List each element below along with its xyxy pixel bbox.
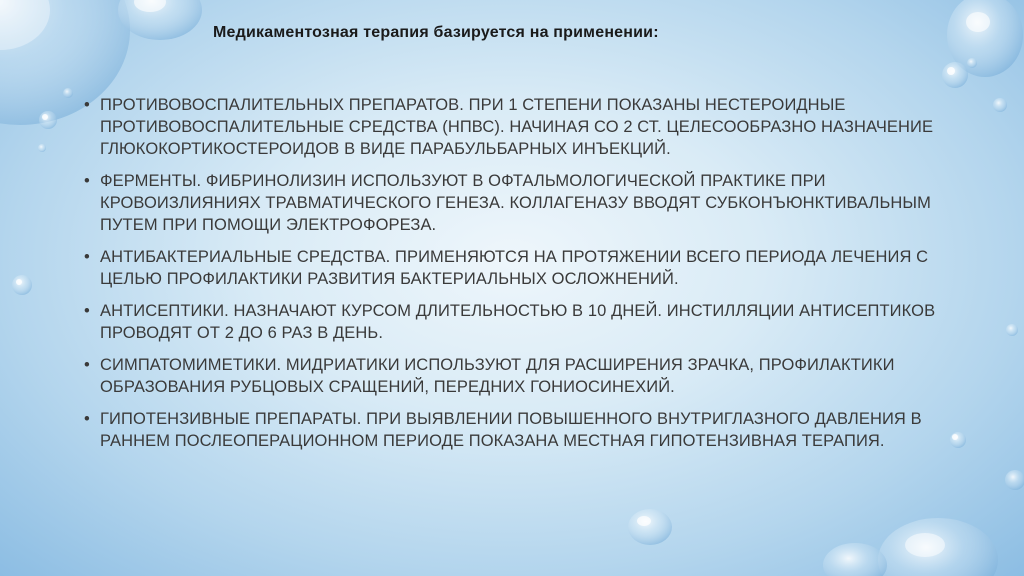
water-drop (942, 62, 968, 88)
list-item (84, 300, 964, 344)
list-item (84, 170, 964, 236)
list-item-text: СИМПАТОМИМЕТИКИ. МИДРИАТИКИ ИСПОЛЬЗУЮТ ДЛЯ РАСШИРЕНИЯ ЗРАЧКА, ПРОФИЛАКТИКИ ОБРАЗОВАНИЯ РУБЦОВЫХ СРАЩЕНИЙ, ПЕРЕДНИХ ГОНИОСИНЕХИЙ. (100, 356, 895, 396)
water-drop (118, 0, 202, 40)
bullet-icon: • (84, 172, 90, 190)
bullet-icon: • (84, 356, 90, 374)
water-drop (967, 58, 977, 68)
list-item-text: АНТИБАКТЕРИАЛЬНЫЕ СРЕДСТВА. ПРИМЕНЯЮТСЯ НА ПРОТЯЖЕНИИ ВСЕГО ПЕРИОДА ЛЕЧЕНИЯ С ЦЕЛЬЮ ПРОФИЛАКТИКИ РАЗВИТИЯ БАКТЕРИАЛЬНЫХ ОСЛОЖНЕНИЙ. (100, 248, 929, 288)
list-item (84, 408, 964, 452)
water-drop (823, 543, 887, 576)
bullet-list (84, 94, 964, 462)
water-drop (878, 518, 998, 576)
bullet-icon: • (84, 248, 90, 266)
list-item (84, 246, 964, 290)
water-drop (1005, 470, 1024, 490)
water-drop (1006, 324, 1018, 336)
list-item (84, 354, 964, 398)
list-item-text: ПРОТИВОВОСПАЛИТЕЛЬНЫХ ПРЕПАРАТОВ. ПРИ 1 СТЕПЕНИ ПОКАЗАНЫ НЕСТЕРОИДНЫЕ ПРОТИВОВОСПАЛИТЕЛЬНЫЕ СРЕДСТВА (НПВС). НАЧИНАЯ СО 2 СТ. ЦЕЛЕСООБРАЗНО НАЗНАЧЕНИЕ ГЛЮКОКОРТИКОСТЕРОИДОВ В ВИДЕ ПАРАБУЛЬБАРНЫХ ИНЪЕКЦИЙ. (100, 96, 934, 158)
bullet-icon: • (84, 410, 90, 428)
list-item (84, 94, 964, 160)
water-drop (39, 111, 57, 129)
water-drop (12, 275, 32, 295)
slide-title: Медикаментозная терапия базируется на применении: (213, 24, 659, 41)
bullet-icon: • (84, 302, 90, 320)
water-drop (63, 88, 73, 98)
list-item-text: АНТИСЕПТИКИ. НАЗНАЧАЮТ КУРСОМ ДЛИТЕЛЬНОСТЬЮ В 10 ДНЕЙ. ИНСТИЛЛЯЦИИ АНТИСЕПТИКОВ ПРОВОДЯТ ОТ 2 ДО 6 РАЗ В ДЕНЬ. (100, 302, 936, 342)
water-drop (628, 509, 672, 545)
water-drop (993, 98, 1007, 112)
bullet-icon: • (84, 96, 90, 114)
list-item-text: ГИПОТЕНЗИВНЫЕ ПРЕПАРАТЫ. ПРИ ВЫЯВЛЕНИИ ПОВЫШЕННОГО ВНУТРИГЛАЗНОГО ДАВЛЕНИЯ В РАННЕМ ПОСЛЕОПЕРАЦИОННОМ ПЕРИОДЕ ПОКАЗАНА МЕСТНАЯ ГИПОТЕНЗИВНАЯ ТЕРАПИЯ. (100, 410, 922, 450)
water-drop (38, 144, 46, 152)
list-item-text: ФЕРМЕНТЫ. ФИБРИНОЛИЗИН ИСПОЛЬЗУЮТ В ОФТАЛЬМОЛОГИЧЕСКОЙ ПРАКТИКЕ ПРИ КРОВОИЗЛИЯНИЯХ ТРАВМАТИЧЕСКОГО ГЕНЕЗА. КОЛЛАГЕНАЗУ ВВОДЯТ СУБКОНЪЮНКТИВАЛЬНЫМ ПУТЕМ ПРИ ПОМОЩИ ЭЛЕКТРОФОРЕЗА. (100, 172, 931, 234)
